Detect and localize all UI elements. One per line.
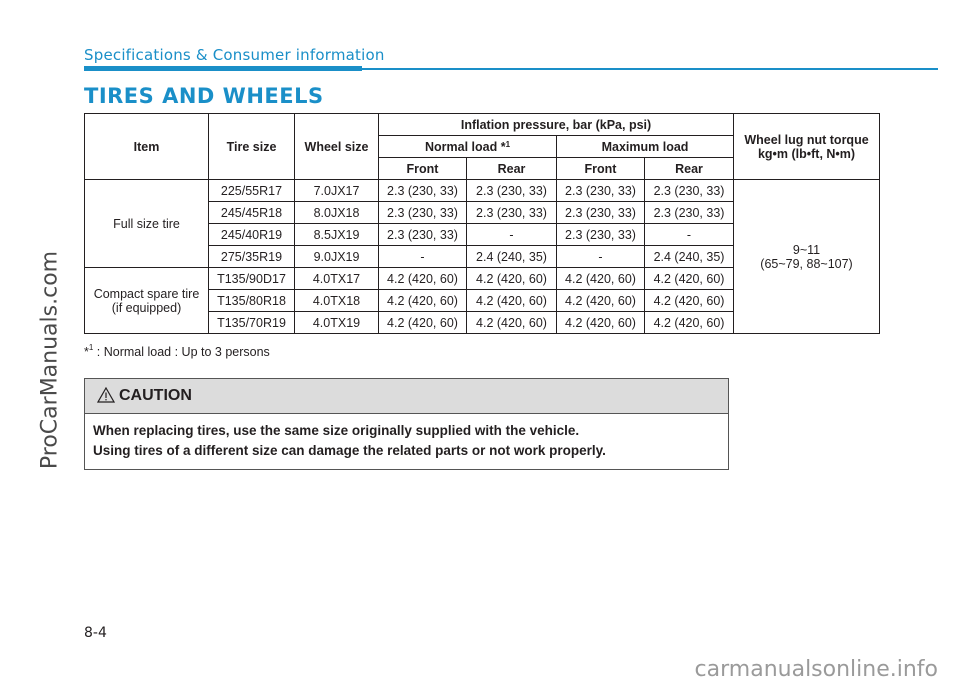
header-rule-accent — [84, 66, 362, 71]
max-front-cell: 4.2 (420, 60) — [557, 312, 645, 334]
max-rear-cell: 4.2 (420, 60) — [645, 312, 734, 334]
footnote-text: : Normal load : Up to 3 persons — [93, 345, 270, 359]
max-front-cell: 4.2 (420, 60) — [557, 268, 645, 290]
group-compact-spare-tire — [85, 268, 209, 334]
compact-label-line1: Compact spare tire — [93, 286, 200, 301]
caution-header — [85, 379, 728, 414]
tire-size-cell: T135/90D17 — [209, 268, 295, 290]
normal-front-cell: 2.3 (230, 33) — [379, 202, 467, 224]
footnote-sup: 1 — [88, 343, 94, 352]
max-rear-cell: 4.2 (420, 60) — [645, 290, 734, 312]
footnote — [84, 345, 270, 359]
tire-size-cell: T135/80R18 — [209, 290, 295, 312]
tire-size-cell: 275/35R19 — [209, 246, 295, 268]
normal-rear-cell: 2.3 (230, 33) — [467, 180, 557, 202]
max-front-cell: 2.3 (230, 33) — [557, 180, 645, 202]
normal-load-label: Normal load * — [424, 139, 506, 154]
lug-nut-torque-value — [734, 180, 880, 334]
normal-rear-cell: 4.2 (420, 60) — [467, 312, 557, 334]
max-rear-cell: - — [645, 224, 734, 246]
wheel-size-cell: 4.0TX19 — [295, 312, 379, 334]
compact-label-line2: (if equipped) — [111, 300, 182, 315]
tire-size-cell: 225/55R17 — [209, 180, 295, 202]
torque-value-line2: (65~79, 88~107) — [760, 256, 853, 271]
caution-line-1: When replacing tires, use the same size originally supplied with the vehicle. — [93, 423, 580, 438]
side-watermark — [30, 240, 70, 480]
header-wheel-size: Wheel size — [295, 114, 379, 180]
max-front-cell: 2.3 (230, 33) — [557, 202, 645, 224]
header-normal-front: Front — [379, 158, 467, 180]
normal-front-cell: 4.2 (420, 60) — [379, 290, 467, 312]
header-inflation-pressure: Inflation pressure, bar (kPa, psi) — [379, 114, 734, 136]
wheel-size-cell: 8.5JX19 — [295, 224, 379, 246]
normal-rear-cell: 2.3 (230, 33) — [467, 202, 557, 224]
caution-body — [85, 414, 728, 461]
torque-header-line2: kg•m (lb•ft, N•m) — [757, 146, 856, 161]
page-number: 8-4 — [84, 625, 107, 641]
torque-value-line1: 9~11 — [792, 242, 821, 257]
max-front-cell: - — [557, 246, 645, 268]
max-rear-cell: 2.4 (240, 35) — [645, 246, 734, 268]
wheel-size-cell: 8.0JX18 — [295, 202, 379, 224]
tire-size-cell: 245/45R18 — [209, 202, 295, 224]
normal-front-cell: 4.2 (420, 60) — [379, 312, 467, 334]
normal-front-cell: 4.2 (420, 60) — [379, 268, 467, 290]
normal-rear-cell: 2.4 (240, 35) — [467, 246, 557, 268]
site-footer: carmanualsonline.info — [694, 657, 938, 682]
header-max-rear: Rear — [645, 158, 734, 180]
normal-front-cell: 2.3 (230, 33) — [379, 180, 467, 202]
normal-rear-cell: 4.2 (420, 60) — [467, 290, 557, 312]
table-row — [85, 180, 880, 202]
max-front-cell: 4.2 (420, 60) — [557, 290, 645, 312]
header-tire-size: Tire size — [209, 114, 295, 180]
max-rear-cell: 4.2 (420, 60) — [645, 268, 734, 290]
normal-front-cell: - — [379, 246, 467, 268]
header-item: Item — [85, 114, 209, 180]
torque-header-line1: Wheel lug nut torque — [744, 132, 869, 147]
wheel-size-cell: 7.0JX17 — [295, 180, 379, 202]
footnote-mark: * — [84, 345, 89, 359]
header-normal-rear: Rear — [467, 158, 557, 180]
page-title: TIRES AND WHEELS — [84, 84, 324, 108]
warning-triangle-icon — [97, 387, 115, 403]
max-rear-cell: 2.3 (230, 33) — [645, 202, 734, 224]
tire-size-cell: 245/40R19 — [209, 224, 295, 246]
caution-line-2: Using tires of a different size can damage the related parts or not work properly. — [93, 443, 606, 458]
normal-front-cell: 2.3 (230, 33) — [379, 224, 467, 246]
tire-size-cell: T135/70R19 — [209, 312, 295, 334]
header-lug-nut-torque — [734, 114, 880, 180]
wheel-size-cell: 4.0TX17 — [295, 268, 379, 290]
wheel-size-cell: 9.0JX19 — [295, 246, 379, 268]
watermark-text: ProCarManuals.com — [37, 250, 63, 470]
header-max-front: Front — [557, 158, 645, 180]
wheel-size-cell: 4.0TX18 — [295, 290, 379, 312]
normal-rear-cell: 4.2 (420, 60) — [467, 268, 557, 290]
normal-load-footnote-ref: 1 — [505, 139, 511, 149]
header-normal-load — [379, 136, 557, 158]
max-front-cell: 2.3 (230, 33) — [557, 224, 645, 246]
normal-rear-cell: - — [467, 224, 557, 246]
max-rear-cell: 2.3 (230, 33) — [645, 180, 734, 202]
tire-spec-table — [84, 113, 880, 334]
caution-box — [84, 378, 729, 470]
section-header: Specifications & Consumer information — [84, 46, 385, 64]
group-full-size-tire: Full size tire — [85, 180, 209, 268]
caution-title: CAUTION — [119, 387, 192, 404]
header-maximum-load: Maximum load — [557, 136, 734, 158]
